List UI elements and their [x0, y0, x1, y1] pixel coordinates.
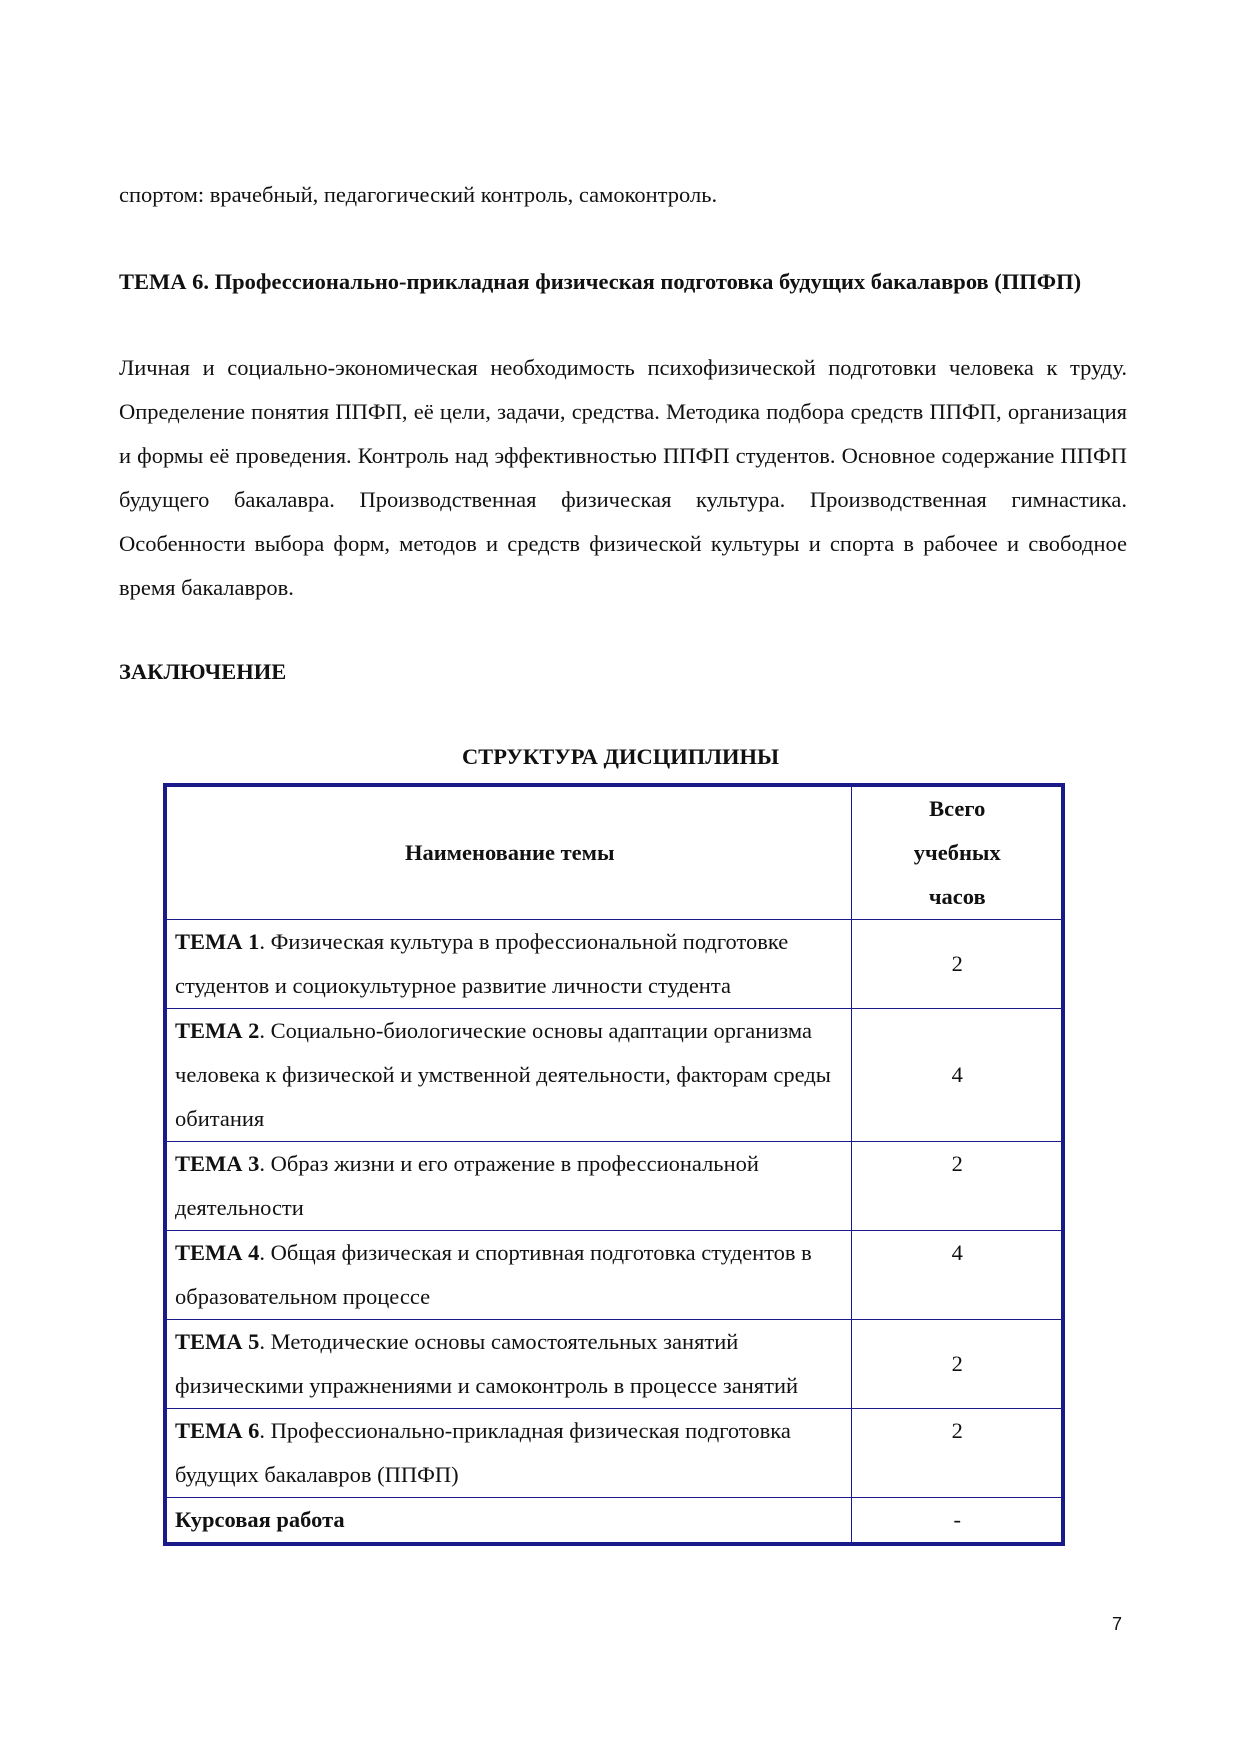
hours-cell: 2	[851, 1320, 1061, 1409]
table-row	[167, 1009, 1061, 1142]
continuation-text: спортом: врачебный, педагогический контроль, самоконтроль.	[119, 182, 718, 207]
topic-number: ТЕМА 6	[175, 1418, 260, 1443]
structure-title: СТРУКТУРА ДИСЦИПЛИНЫ	[461, 744, 780, 769]
topic-title: . Методические основы самостоятельных занятий физическими упражнениями и самоконтроль в процессе занятий	[175, 1329, 799, 1398]
table-row	[167, 1409, 1061, 1498]
course-work-label: Курсовая работа	[167, 1498, 851, 1543]
hours-cell: 2	[851, 1409, 1061, 1498]
header-total-hours-text: Всего учебных часов	[913, 796, 1001, 909]
topic-cell	[167, 1231, 851, 1320]
topic-number: ТЕМА 2	[175, 1018, 260, 1043]
topic-cell	[167, 1409, 851, 1498]
hours-cell: 4	[851, 1009, 1061, 1142]
header-total-hours	[851, 787, 1061, 920]
table-row	[167, 920, 1061, 1009]
topic-cell	[167, 1320, 851, 1409]
hours-cell: 2	[851, 920, 1061, 1009]
topic-number: ТЕМА 5	[175, 1329, 260, 1354]
structure-table	[163, 783, 1065, 1546]
course-work-hours: -	[851, 1498, 1061, 1543]
table-header-row	[167, 787, 1061, 920]
topic-title: . Социально-биологические основы адаптации организма человека к физической и умственной деятельности, факторам среды обитания	[175, 1018, 831, 1131]
topic-title: . Образ жизни и его отражение в профессиональной деятельности	[175, 1151, 759, 1220]
topic-number: ТЕМА 3	[175, 1151, 260, 1176]
topic-number: ТЕМА 4	[175, 1240, 260, 1265]
section-body: Личная и социально-экономическая необходимость психофизической подготовки человека к труду. Определение понятия ППФП, её цели, задачи, средства. Методика подбора средств ППФП, организация и формы её проведения. Контроль над эффективностью ППФП студентов. Основное содержание ППФП будущего бакалавра. Производственная физическая культура. Производственная гимнастика. Особенности выбора форм, методов и средств физической культуры и спорта в рабочее и свободное время бакалавров.	[119, 355, 1127, 600]
topic-title: . Физическая культура в профессиональной подготовке студентов и социокультурное развитие личности студента	[175, 929, 789, 998]
page-number: 7	[1111, 1614, 1122, 1634]
topic-cell	[167, 920, 851, 1009]
topic-cell	[167, 1009, 851, 1142]
conclusion-heading: ЗАКЛЮЧЕНИЕ	[119, 659, 287, 684]
table-row-course-work	[167, 1498, 1061, 1543]
topic-title: . Профессионально-прикладная физическая подготовка будущих бакалавров (ППФП)	[175, 1418, 791, 1487]
topic-number: ТЕМА 1	[175, 929, 260, 954]
table-row	[167, 1142, 1061, 1231]
table-row	[167, 1231, 1061, 1320]
topic-cell	[167, 1142, 851, 1231]
section-heading: ТЕМА 6. Профессионально-прикладная физическая подготовка будущих бакалавров (ППФП)	[119, 269, 1082, 294]
hours-cell: 2	[851, 1142, 1061, 1231]
topic-title: . Общая физическая и спортивная подготовка студентов в образовательном процессе	[175, 1240, 812, 1309]
header-topic-name: Наименование темы	[167, 787, 851, 920]
table-row	[167, 1320, 1061, 1409]
hours-cell: 4	[851, 1231, 1061, 1320]
